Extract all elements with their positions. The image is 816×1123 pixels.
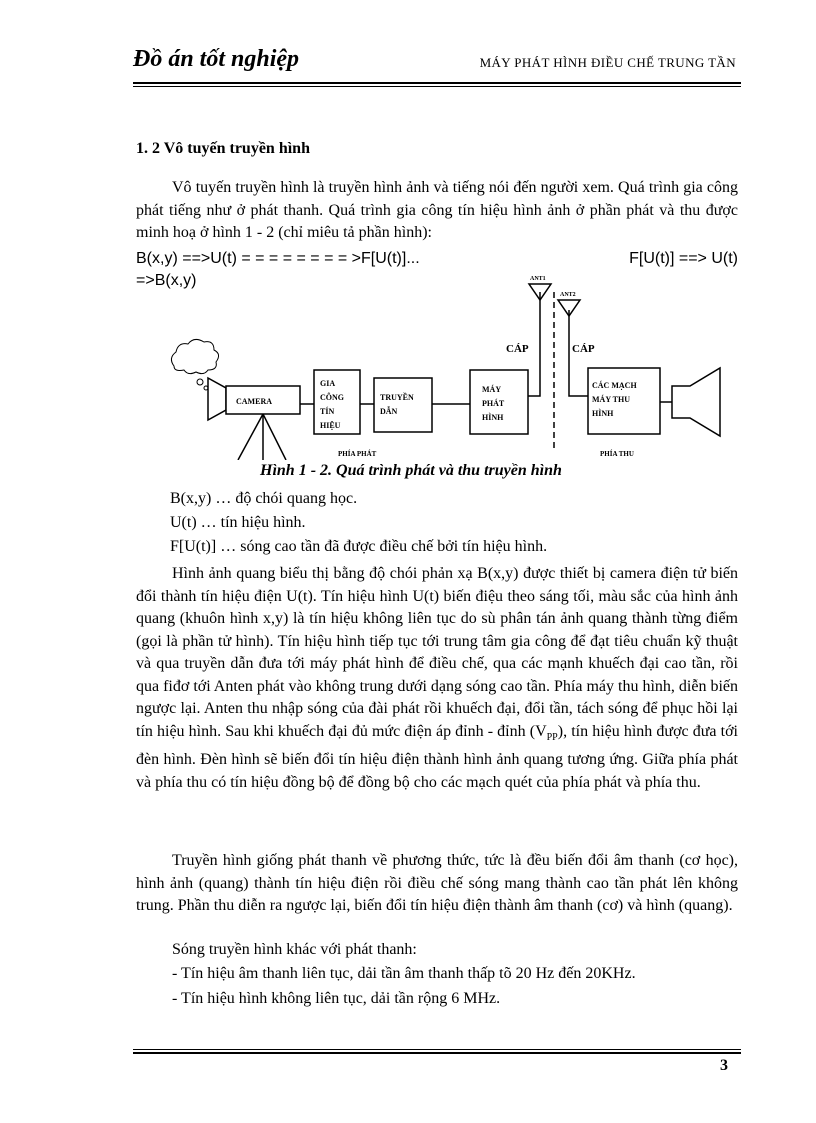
page-number: 3 [720,1057,728,1074]
camera-lens [208,378,226,420]
footer-divider-thin [133,1049,741,1050]
rx-side-label: PHÍA THU [600,450,634,458]
paragraph-process-part2: ), tín hiệu hình được đưa tới đèn hình. Đèn hình sẽ biến đổi tín hiệu điện thành hình ảnh quang tương ứng. Giữa phía phát và phía thu có tín hiệu đồng bộ để đồng bộ cho các mạch quét của phía phát và phía thu. [136,722,738,791]
paragraph-process-part1: Hình ảnh quang biểu thị bằng độ chói phản xạ B(x,y) được thiết bị camera điện tử biến đổi thành tín hiệu điện U(t). Tín hiệu hình U(t) biến điệu theo sáng tối, màu sắc của hình ảnh quang (khuôn hình x,y) là tín hiệu không liên tục do sù phân tán ảnh quang thành từng điểm (gọi là phần tử hình). Tín hiệu hình tiếp tục tới trung tâm gia công để đạt tiêu chuẩn kỹ thuật và qua truyền dẫn đưa tới máy phát hình để điều chế, qua các mạnh khuếch đại cao tần, rồi qua fiđơ tới Anten phát vào không trung dưới dạng sóng cao tần. Phía máy thu hình, diễn biến ngược lại. Anten thu nhập sóng của đài phát rồi khuếch đại, đổi tần, tách sóng để phục hồi lại tín hiệu hình. Sau khi khuếch đại đủ mức điện áp đỉnh - đỉnh (V [136,565,738,740]
vpp-subscript: PP [546,731,558,743]
display-tube-icon [672,368,720,436]
footer-divider [133,1052,741,1054]
tx-side-label: PHÍA PHÁT [338,450,377,458]
paragraph-intro: Vô tuyến truyền hình là truyền hình ảnh và tiếng nói đến người xem. Quá trình gia công phát tiếng như ở phát thanh. Quá trình gia công tín hiệu hình ảnh ở phần phát và thu được minh hoạ ở hình 1 - 2 (chỉ miêu tả phần hình): [136,179,738,241]
formula-left: B(x,y) ==>U(t) = = = = = = = = >F[U(t)]... [136,250,420,267]
formula-line2: =>B(x,y) [136,272,197,289]
bullet-audio: - Tín hiệu âm thanh liên tục, dải tần âm thanh thấp tõ 20 Hz đến 20KHz. [172,965,636,982]
document-header-title: Đồ án tốt nghiệp [133,46,300,72]
processing-line1: GIA [320,379,336,388]
tv-transmission-diagram [160,270,740,460]
paragraph-comparison: Truyền hình giống phát thanh về phương thức, tức là đều biến đổi âm thanh (cơ học), hình ảnh (quang) thành tín hiệu điện rồi điều chế sóng mang thành cao tần phát lên không trung. Phần thu diễn ra ngược lại, biến đổi tín hiệu điện thành âm thanh (cơ) và hình (quang). [136,852,738,914]
transmitter-line1: MÁY [482,385,502,394]
antenna2-label: ANT2 [560,292,576,298]
tripod-icon [238,414,286,460]
transmitter-line2: PHÁT [482,399,505,408]
cloud-icon [171,339,218,390]
figure-caption: Hình 1 - 2. Quá trình phát và thu truyền hình [260,462,562,479]
transmission-line2: DẪN [380,407,398,416]
definition-brightness: B(x,y) … độ chói quang học. [170,490,358,507]
cable-label-left: CÁP [506,343,529,355]
definition-carrier: F[U(t)] … sóng cao tần đã được điều chế bởi tín hiệu hình. [170,538,548,555]
paragraph-process [136,563,738,794]
wave-difference-title: Sóng truyền hình khác với phát thanh: [172,941,417,958]
transmission-line1: TRUYỀN [380,393,414,402]
formula-right: F[U(t)] ==> U(t) [629,250,738,267]
receiver-line1: CÁC MẠCH [592,381,637,390]
bullet-video: - Tín hiệu hình không liên tục, dải tần rộng 6 MHz. [172,990,501,1007]
header-divider [133,82,741,84]
section-title: 1. 2 Vô tuyến truyền hình [136,140,310,157]
cable-label-right: CÁP [572,343,595,355]
receiver-line2: MÁY THU [592,395,630,404]
processing-line3: TÍN [320,407,335,416]
processing-line2: CÔNG [320,393,344,402]
antenna1-label: ANT1 [530,276,546,282]
camera-label: CAMERA [236,397,272,406]
definition-signal: U(t) … tín hiệu hình. [170,514,306,531]
transmission-box [374,378,432,432]
receiver-line3: HÌNH [592,409,614,418]
processing-line4: HIỆU [320,421,341,430]
transmitter-line3: HÌNH [482,413,504,422]
document-header-subtitle: MÁY PHÁT HÌNH ĐIỀU CHẾ TRUNG TẦN [479,55,736,70]
header-divider-thin [133,86,741,87]
